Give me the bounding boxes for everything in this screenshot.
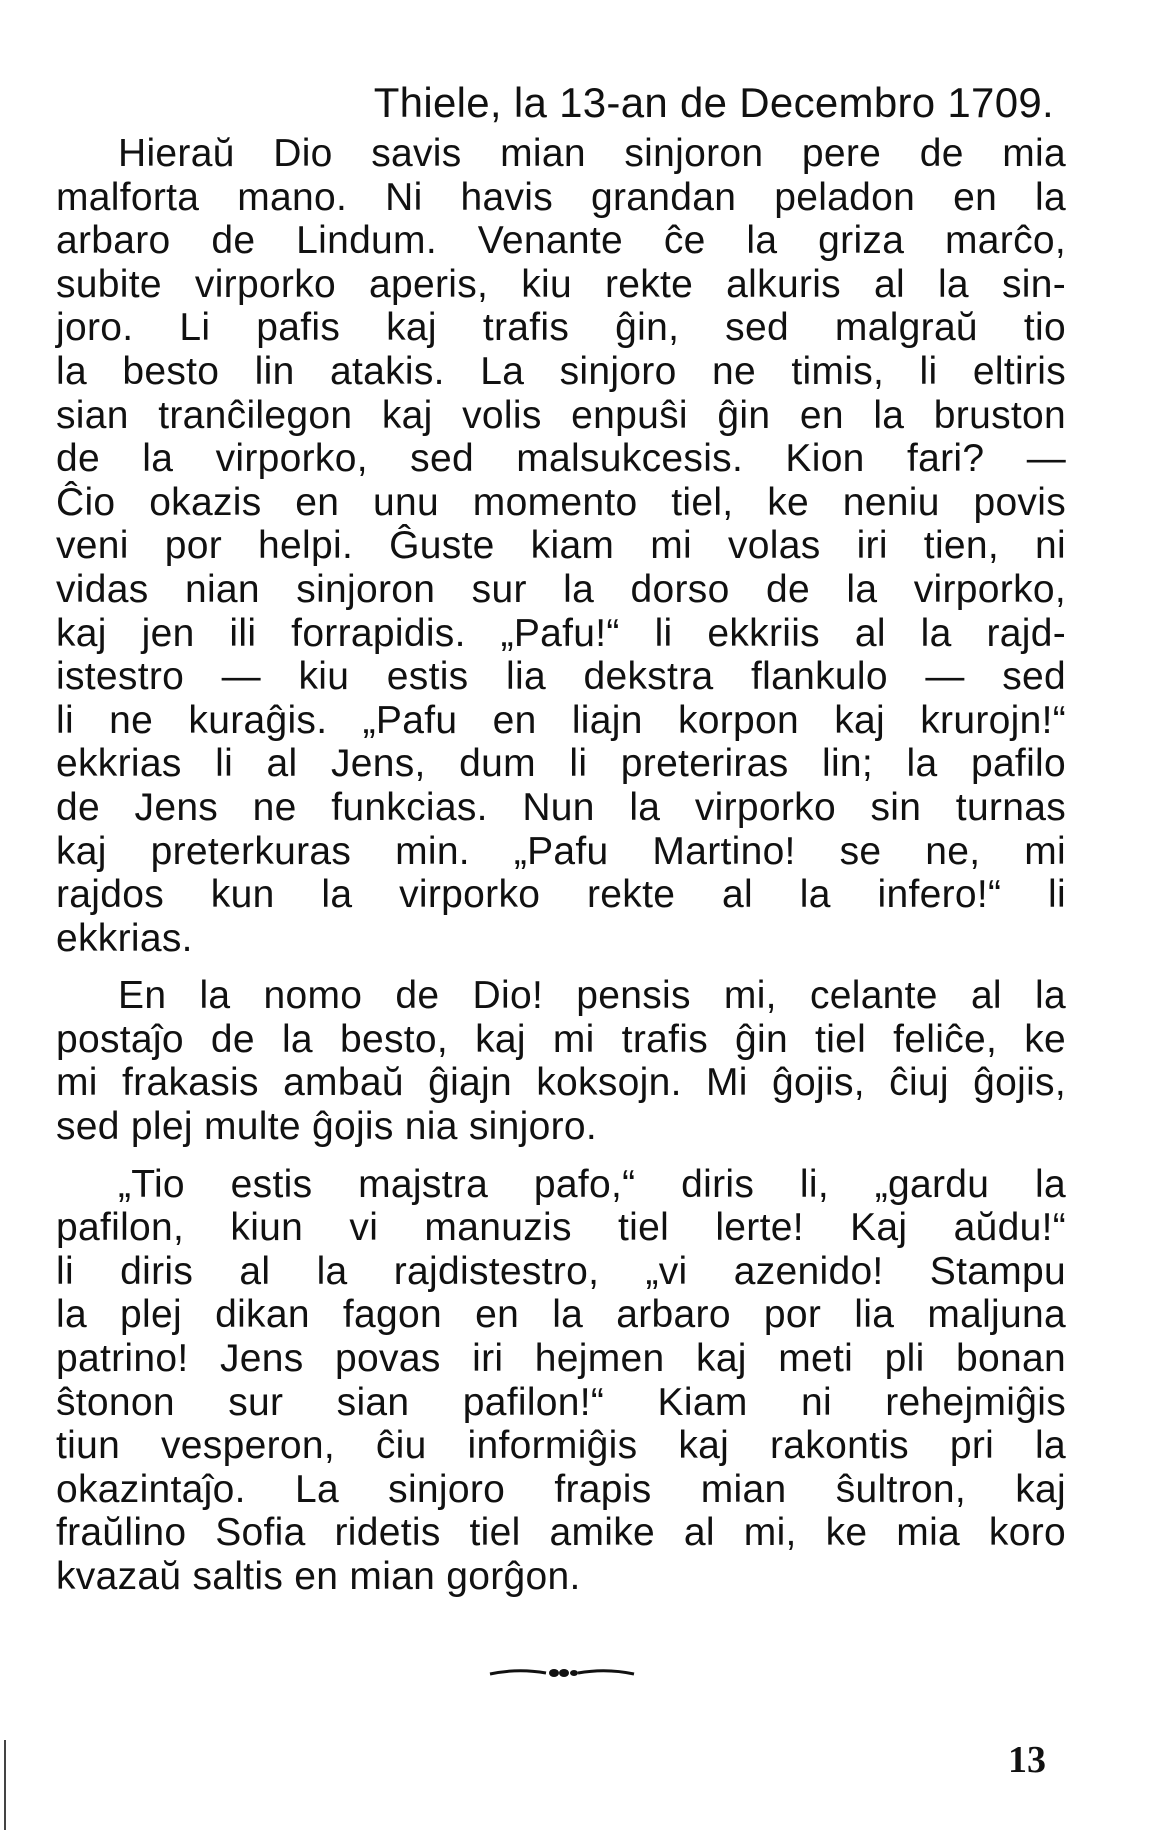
text-line: arbaro de Lindum. Venante ĉe la griza marĉo, — [56, 219, 1066, 263]
text-line: sian tranĉilegon kaj volis enpuŝi ĝin en la bruston — [56, 393, 1066, 437]
scan-edge-mark — [4, 1740, 6, 1830]
text-line: En la nomo de Dio! pensis mi, celante al la — [118, 974, 1066, 1018]
text-line: vidas nian sinjoron sur la dorso de la virporko, — [56, 567, 1066, 611]
text-line: okazintaĵo. La sinjoro frapis mian ŝultron, kaj — [56, 1467, 1066, 1511]
text-line: patrino! Jens povas iri hejmen kaj meti pli bonan — [56, 1337, 1066, 1381]
text-line: tiun vesperon, ĉiu informiĝis kaj rakontis pri la — [56, 1424, 1066, 1468]
text-line: rajdos kun la virporko rekte al la infero!“ li — [56, 873, 1066, 917]
text-line: la plej dikan fagon en la arbaro por lia maljuna — [56, 1293, 1066, 1337]
text-line: kaj preterkuras min. „Pafu Martino! se ne, mi — [56, 829, 1066, 873]
text-line: istestro — kiu estis lia dekstra flankulo — sed — [56, 655, 1066, 699]
text-line: Ĉio okazis en unu momento tiel, ke neniu povis — [56, 480, 1066, 524]
text-line: malforta mano. Ni havis grandan peladon en la — [56, 175, 1066, 219]
page-number: 13 — [1008, 1739, 1046, 1781]
text-line: de la virporko, sed malsukcesis. Kion fari? — — [56, 437, 1066, 481]
text-block — [56, 80, 1066, 1613]
text-line: li ne kuraĝis. „Pafu en liajn korpon kaj krurojn!“ — [56, 698, 1066, 742]
text-line: „Tio estis majstra pafo,“ diris li, „gardu la — [118, 1162, 1066, 1206]
text-line: la besto lin atakis. La sinjoro ne timis, li eltiris — [56, 349, 1066, 393]
paragraph-3 — [56, 1163, 1066, 1599]
text-line: ekkrias. — [56, 916, 193, 960]
text-line: joro. Li pafis kaj trafis ĝin, sed malgraŭ tio — [56, 306, 1066, 350]
ornament-divider-icon — [488, 1664, 636, 1680]
text-line: postaĵo de la besto, kaj mi trafis ĝin tiel feliĉe, ke — [56, 1017, 1066, 1061]
text-line: kaj jen ili forrapidis. „Pafu!“ li ekkriis al la rajd- — [56, 611, 1066, 655]
text-line: de Jens ne funkcias. Nun la virporko sin turnas — [56, 785, 1066, 829]
text-line: ŝtonon sur sian pafilon!“ Kiam ni rehejmiĝis — [56, 1380, 1066, 1424]
text-line: sed plej multe ĝojis nia sinjoro. — [56, 1105, 598, 1149]
paragraph-1 — [56, 132, 1066, 960]
text-line: pafilon, kiun vi manuzis tiel lerte! Kaj aŭdu!“ — [56, 1206, 1066, 1250]
text-line: Hieraŭ Dio savis mian sinjoron pere de mia — [118, 132, 1066, 175]
text-line: fraŭlino Sofia ridetis tiel amike al mi, ke mia koro — [56, 1511, 1066, 1555]
text-line: veni por helpi. Ĝuste kiam mi volas iri tien, ni — [56, 524, 1066, 568]
letter-heading: Thiele, la 13-an de Decembro 1709. — [373, 79, 1054, 126]
text-line: mi frakasis ambaŭ ĝiajn koksojn. Mi ĝojis, ĉiuj ĝojis, — [56, 1061, 1066, 1105]
text-line: kvazaŭ saltis en mian gorĝon. — [56, 1555, 581, 1598]
text-line: li diris al la rajdistestro, „vi azenido! Stampu — [56, 1249, 1066, 1293]
paragraph-2 — [56, 974, 1066, 1148]
text-line: subite virporko aperis, kiu rekte alkuris al la sin- — [56, 262, 1066, 306]
text-line: ekkrias li al Jens, dum li preteriras lin; la pafilo — [56, 742, 1066, 786]
